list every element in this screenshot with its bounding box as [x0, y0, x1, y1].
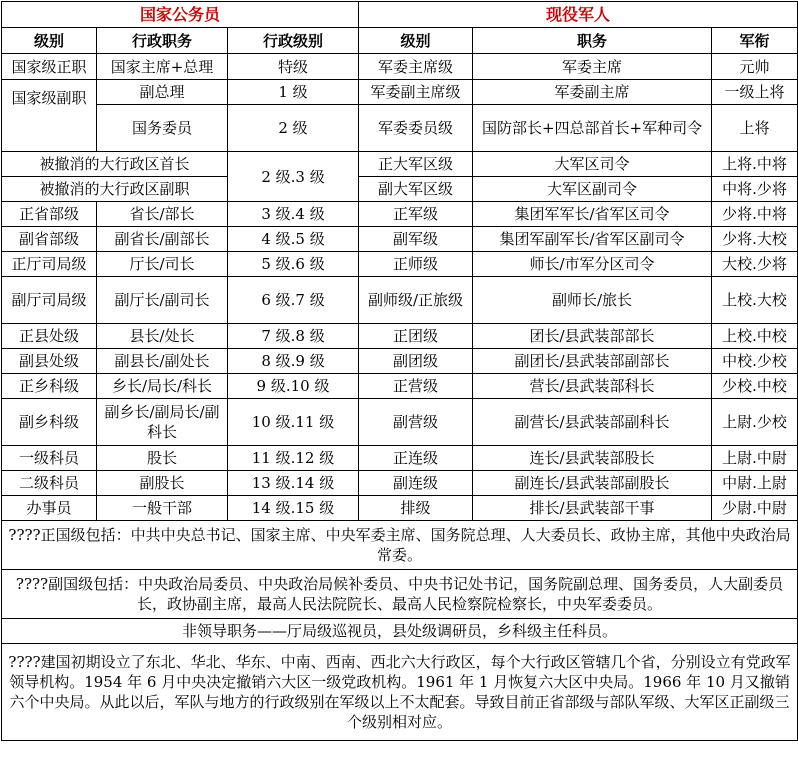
- civ-level-cell: 二级科员: [2, 471, 97, 496]
- civ-post-cell: 副厅长/副司长: [97, 277, 228, 324]
- mil-post-cell: 大军区司令: [473, 152, 712, 177]
- note-history: ????建国初期设立了东北、华北、华东、中南、西南、西北六大行政区，每个大行政区管辖几个省，分别设立有党政军领导机构。1954 年 6 月中央决定撤销六大区一级党政机构。1961 年 1 月恢复六大区中央局。1966 年 10 月又撤销六个中央局。从此以后，军队与地方的行政级别在军级以上不太配套。导致目前正省部级与部队军级、大军区正副级三个级别相对应。: [2, 644, 798, 741]
- civ-level-cell: 国家级副职: [2, 80, 97, 152]
- admin-level-cell: 5 级.6 级: [228, 252, 359, 277]
- mil-post-cell: 营长/县武装部科长: [473, 374, 712, 399]
- table-row: [2, 54, 798, 80]
- civ-post-cell: 副总理: [97, 80, 228, 105]
- admin-level-cell: 8 级.9 级: [228, 349, 359, 374]
- header-mil-post: 职务: [473, 28, 712, 54]
- civ-post-cell: 一般干部: [97, 496, 228, 521]
- rank-cell: 少尉.中尉: [712, 496, 798, 521]
- rank-cell: 上尉.少校: [712, 399, 798, 446]
- admin-level-cell: 4 级.5 级: [228, 227, 359, 252]
- note-non-leadership-posts: 非领导职务——厅局级巡视员，县处级调研员，乡科级主任科员。: [2, 619, 798, 644]
- civ-level-cell: 正厅司局级: [2, 252, 97, 277]
- note-deputy-state-level: ????副国级包括：中央政治局委员、中央政治局候补委员、中央书记处书记，国务院副总理、国务委员，人大副委员长，政协副主席，最高人民法院院长、最高人民检察院检察长，中央军委委员。: [2, 570, 798, 619]
- civ-post-cell: 县长/处长: [97, 324, 228, 349]
- civ-level-cell: 副县处级: [2, 349, 97, 374]
- rank-cell: 上校.大校: [712, 277, 798, 324]
- civ-level-cell: 副乡科级: [2, 399, 97, 446]
- mil-post-cell: 副连长/县武装部副股长: [473, 471, 712, 496]
- rank-cell: 少校.中校: [712, 374, 798, 399]
- rank-cell: 大校.少将: [712, 252, 798, 277]
- mil-level-cell: 副军级: [359, 227, 473, 252]
- mil-level-cell: 副团级: [359, 349, 473, 374]
- rank-cell: 元帅: [712, 54, 798, 80]
- mil-level-cell: 正营级: [359, 374, 473, 399]
- mil-post-cell: 集团军副军长/省军区副司令: [473, 227, 712, 252]
- admin-level-cell: 13 级.14 级: [228, 471, 359, 496]
- table-row: [2, 471, 798, 496]
- rank-cell: 少将.大校: [712, 227, 798, 252]
- mil-level-cell: 军委委员级: [359, 105, 473, 152]
- mil-level-cell: 正连级: [359, 446, 473, 471]
- rank-cell: 上尉.中尉: [712, 446, 798, 471]
- mil-level-cell: 副营级: [359, 399, 473, 446]
- mil-level-cell: 正大军区级: [359, 152, 473, 177]
- civ-level-cell: 正乡科级: [2, 374, 97, 399]
- mil-post-cell: 副营长/县武装部副科长: [473, 399, 712, 446]
- civ-level-cell: 被撤消的大行政区副职: [2, 177, 228, 202]
- rank-cell: 中尉.上尉: [712, 471, 798, 496]
- civ-level-cell: 正省部级: [2, 202, 97, 227]
- admin-level-cell: 9 级.10 级: [228, 374, 359, 399]
- admin-level-cell: 2 级: [228, 105, 359, 152]
- rank-cell: 上将.中将: [712, 152, 798, 177]
- table-row: [2, 277, 798, 324]
- mil-post-cell: 国防部长+四总部首长+军种司令: [473, 105, 712, 152]
- civ-level-cell: 副省部级: [2, 227, 97, 252]
- mil-level-cell: 正师级: [359, 252, 473, 277]
- civ-post-cell: 副省长/副部长: [97, 227, 228, 252]
- header-mil-level: 级别: [359, 28, 473, 54]
- mil-level-cell: 排级: [359, 496, 473, 521]
- table-row: [2, 152, 798, 177]
- admin-level-cell: 1 级: [228, 80, 359, 105]
- civ-post-cell: 副乡长/副局长/副科长: [97, 399, 228, 446]
- table-row: [2, 80, 798, 105]
- civ-post-cell: 副股长: [97, 471, 228, 496]
- mil-post-cell: 连长/县武装部股长: [473, 446, 712, 471]
- header-civ-level: 级别: [2, 28, 97, 54]
- mil-post-cell: 副团长/县武装部副部长: [473, 349, 712, 374]
- table-row: [2, 374, 798, 399]
- civ-post-cell: 副县长/副处长: [97, 349, 228, 374]
- mil-level-cell: 正团级: [359, 324, 473, 349]
- note-full-state-level: ????正国级包括：中共中央总书记、国家主席、中央军委主席、国务院总理、人大委员长、政协主席，其他中央政治局常委。: [2, 521, 798, 570]
- civ-post-cell: 股长: [97, 446, 228, 471]
- table-row: [2, 227, 798, 252]
- mil-post-cell: 军委主席: [473, 54, 712, 80]
- section-military: 现役军人: [359, 2, 798, 28]
- table-row: [2, 349, 798, 374]
- rank-cell: 少将.中将: [712, 202, 798, 227]
- table-row: [2, 105, 798, 152]
- admin-level-cell: 2 级.3 级: [228, 152, 359, 202]
- admin-level-cell: 6 级.7 级: [228, 277, 359, 324]
- civ-level-cell: 副厅司局级: [2, 277, 97, 324]
- admin-level-cell: 3 级.4 级: [228, 202, 359, 227]
- admin-level-cell: 7 级.8 级: [228, 324, 359, 349]
- mil-post-cell: 大军区副司令: [473, 177, 712, 202]
- mil-level-cell: 军委主席级: [359, 54, 473, 80]
- rank-cell: 中将.少将: [712, 177, 798, 202]
- civ-level-cell: 国家级正职: [2, 54, 97, 80]
- table-row: [2, 252, 798, 277]
- rank-cell: 中校.少校: [712, 349, 798, 374]
- mil-post-cell: 副师长/旅长: [473, 277, 712, 324]
- rank-cell: 上将: [712, 105, 798, 152]
- rank-cell: 一级上将: [712, 80, 798, 105]
- section-civil-servant: 国家公务员: [2, 2, 359, 28]
- mil-level-cell: 副连级: [359, 471, 473, 496]
- civ-post-cell: 乡长/局长/科长: [97, 374, 228, 399]
- civ-post-cell: 厅长/司长: [97, 252, 228, 277]
- header-admin-level: 行政级别: [228, 28, 359, 54]
- civ-post-cell: 国务委员: [97, 105, 228, 152]
- table-row: [2, 399, 798, 446]
- table-row: [2, 324, 798, 349]
- mil-level-cell: 副大军区级: [359, 177, 473, 202]
- mil-post-cell: 团长/县武装部部长: [473, 324, 712, 349]
- mil-post-cell: 排长/县武装部干事: [473, 496, 712, 521]
- mil-post-cell: 军委副主席: [473, 80, 712, 105]
- mil-level-cell: 正军级: [359, 202, 473, 227]
- rank-cell: 上校.中校: [712, 324, 798, 349]
- civ-level-cell: 被撤消的大行政区首长: [2, 152, 228, 177]
- rank-comparison-table: [1, 1, 798, 741]
- header-civ-post: 行政职务: [97, 28, 228, 54]
- admin-level-cell: 特级: [228, 54, 359, 80]
- table-row: [2, 496, 798, 521]
- mil-level-cell: 军委副主席级: [359, 80, 473, 105]
- civ-post-cell: 省长/部长: [97, 202, 228, 227]
- table-row: [2, 177, 798, 202]
- admin-level-cell: 14 级.15 级: [228, 496, 359, 521]
- civ-level-cell: 正县处级: [2, 324, 97, 349]
- civ-level-cell: 办事员: [2, 496, 97, 521]
- mil-post-cell: 师长/市军分区司令: [473, 252, 712, 277]
- table-row: [2, 446, 798, 471]
- table-row: [2, 202, 798, 227]
- admin-level-cell: 11 级.12 级: [228, 446, 359, 471]
- civ-level-cell: 一级科员: [2, 446, 97, 471]
- civ-post-cell: 国家主席+总理: [97, 54, 228, 80]
- admin-level-cell: 10 级.11 级: [228, 399, 359, 446]
- mil-post-cell: 集团军军长/省军区司令: [473, 202, 712, 227]
- header-rank: 军衔: [712, 28, 798, 54]
- mil-level-cell: 副师级/正旅级: [359, 277, 473, 324]
